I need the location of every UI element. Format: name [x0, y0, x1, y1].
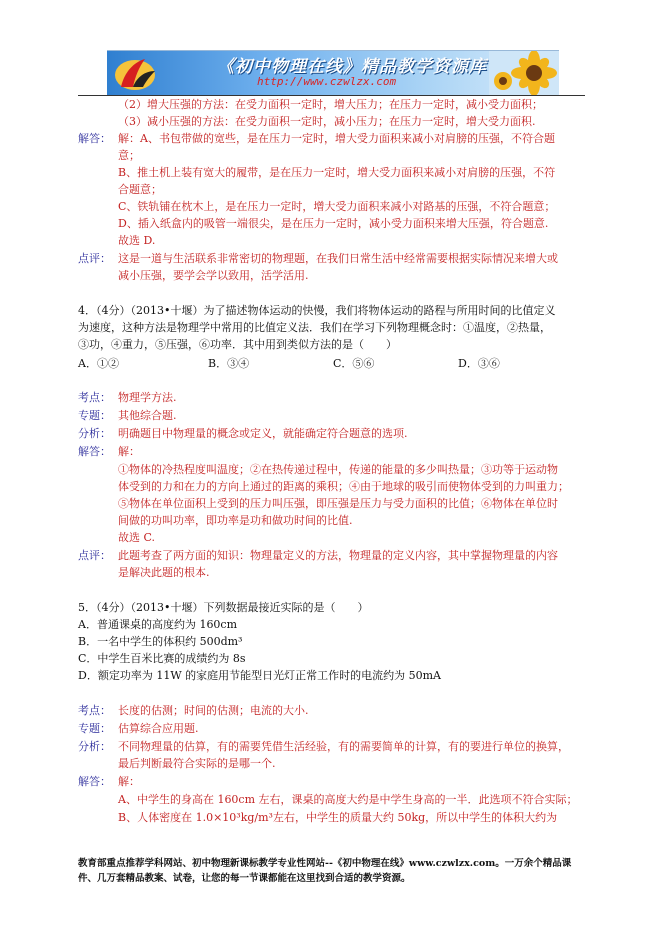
q4-kaodian-label: 考点： — [78, 391, 111, 404]
q3-method-decrease: （3）减小压强的方法：在受力面积一定时，减小压力；在压力一定时，增大受力面积. — [118, 115, 536, 128]
banner-title: 《初中物理在线》精品教学资源库 — [217, 57, 487, 77]
q5-kaodian: 长度的估测；时间的估测；电流的大小. — [118, 704, 309, 717]
q4-stem-line: ③功，④重力，⑤压强，⑥功率．其中用到类似方法的是（ ） — [78, 338, 397, 351]
q4-comment-line: 是解决此题的根本. — [118, 566, 210, 579]
q4-answer-line: 体受到的力和在力的方向上通过的距离的乘积；④由于地球的吸引而使物体受到的力叫重力； — [118, 480, 569, 493]
q4-stem-line: 4．（4分）（2013•十堰）为了描述物体运动的快慢，我们将物体运动的路程与所用时间的比值定义 — [78, 304, 556, 317]
q3-answer-line: 故选 D. — [118, 234, 156, 247]
q4-answer-line: ①物体的冷热程度叫温度；②在热传递过程中，传递的能量的多少叫热量；③功等于运动物 — [118, 463, 558, 476]
q4-option-b: B．③④ — [208, 357, 250, 370]
q5-option-a: A．普通课桌的高度约为 160cm — [78, 618, 238, 631]
q3-answer-line: D、插入纸盒内的吸管一端很尖，是在压力一定时，减小受力面积来增大压强，符合题意. — [118, 217, 549, 230]
q4-option-c: C．⑤⑥ — [333, 357, 375, 370]
header-divider — [78, 95, 585, 96]
q4-kaodian: 物理学方法. — [118, 391, 177, 404]
q3-method-increase: （2）增大压强的方法：在受力面积一定时，增大压力；在压力一定时，减小受力面积； — [118, 98, 543, 111]
q5-answer-line: 解： — [118, 775, 140, 788]
q5-option-d: D．额定功率为 11W 的家庭用节能型日光灯正常工作时的电流约为 50mA — [78, 669, 441, 682]
q5-answer-label: 解答： — [78, 775, 111, 788]
footer-line: 件、几万套精品教案、试卷，让您的每一节课都能在这里找到合适的教学资源。 — [78, 873, 411, 884]
q3-answer-line: 合题意； — [118, 183, 162, 196]
q3-answer-line: B、推土机上装有宽大的履带，是在压力一定时，增大受力面积来减小对肩膀的压强，不符 — [118, 166, 556, 179]
q4-answer-line: 间做的功叫功率，即功率是功和做功时间的比值. — [118, 514, 353, 527]
q3-comment-line: 这是一道与生活联系非常密切的物理题，在我们日常生活中经常需要根据实际情况来增大或 — [118, 252, 558, 265]
q4-zhuanti-label: 专题： — [78, 409, 111, 422]
q5-kaodian-label: 考点： — [78, 704, 111, 717]
q4-option-d: D．③⑥ — [458, 357, 500, 370]
footer-line: 教育部重点推荐学科网站、初中物理新课标教学专业性网站--《初中物理在线》www.czwlzx.com。一万余个精品课 — [78, 858, 572, 869]
q4-comment-label: 点评： — [78, 549, 111, 562]
q5-fenxi-line: 最后判断最符合实际的是哪一个. — [118, 757, 276, 770]
q4-fenxi-label: 分析： — [78, 427, 111, 440]
q5-option-b: B．一名中学生的体积约 500dm³ — [78, 635, 243, 648]
q4-answer-line: 故选 C. — [118, 531, 156, 544]
q5-zhuanti-label: 专题： — [78, 722, 111, 735]
q4-stem-line: 为速度，这种方法是物理学中常用的比值定义法．我们在学习下列物理概念时：①温度，②热量， — [78, 321, 551, 334]
q3-answer-line: 解：A、书包带做的宽些，是在压力一定时，增大受力面积来减小对肩膀的压强，不符合题 — [118, 132, 555, 145]
q4-fenxi: 明确题目中物理量的概念或定义，就能确定符合题意的选项. — [118, 427, 408, 440]
q4-answer-label: 解答： — [78, 445, 111, 458]
q3-comment-label: 点评： — [78, 252, 111, 265]
q3-answer-line: 意； — [118, 149, 140, 162]
q5-option-c: C．中学生百米比赛的成绩约为 8s — [78, 652, 246, 665]
q3-answer-line: C、铁轨铺在枕木上，是在压力一定时，增大受力面积来减小对路基的压强，不符合题意； — [118, 200, 556, 213]
sunflower-icon — [489, 51, 559, 95]
header-banner — [107, 50, 559, 95]
q4-answer-line: ⑤物体在单位面积上受到的压力叫压强，即压强是压力与受力面积的比值；⑥物体在单位时 — [118, 497, 558, 510]
q5-stem: 5．（4分）（2013•十堰）下列数据最接近实际的是（ ） — [78, 601, 369, 614]
q5-fenxi-line: 不同物理量的估算，有的需要凭借生活经验，有的需要简单的计算，有的要进行单位的换算， — [118, 740, 569, 753]
q4-answer-line: 解： — [118, 445, 140, 458]
q4-option-a: A．①② — [78, 357, 119, 370]
site-logo-icon — [111, 53, 163, 93]
q4-comment-line: 此题考查了两方面的知识：物理量定义的方法，物理量的定义内容，其中掌握物理量的内容 — [118, 549, 558, 562]
q3-answer-label: 解答： — [78, 132, 111, 145]
page-footer — [78, 856, 588, 886]
q5-answer-line: A、中学生的身高在 160cm 左右，课桌的高度大约是中学生身高的一半．此选项不符合实际； — [118, 793, 578, 806]
q5-answer-line: B、人体密度在 1.0×10³kg/m³左右，中学生的质量大约 50kg，所以中学生的体积大约为 — [118, 811, 558, 824]
q4-zhuanti: 其他综合题. — [118, 409, 177, 422]
q5-zhuanti: 估算综合应用题. — [118, 722, 199, 735]
banner-url-link[interactable]: http://www.czwlzx.com — [257, 75, 397, 88]
q3-comment-line: 减小压强，要学会学以致用，活学活用. — [118, 269, 309, 282]
q5-fenxi-label: 分析： — [78, 740, 111, 753]
